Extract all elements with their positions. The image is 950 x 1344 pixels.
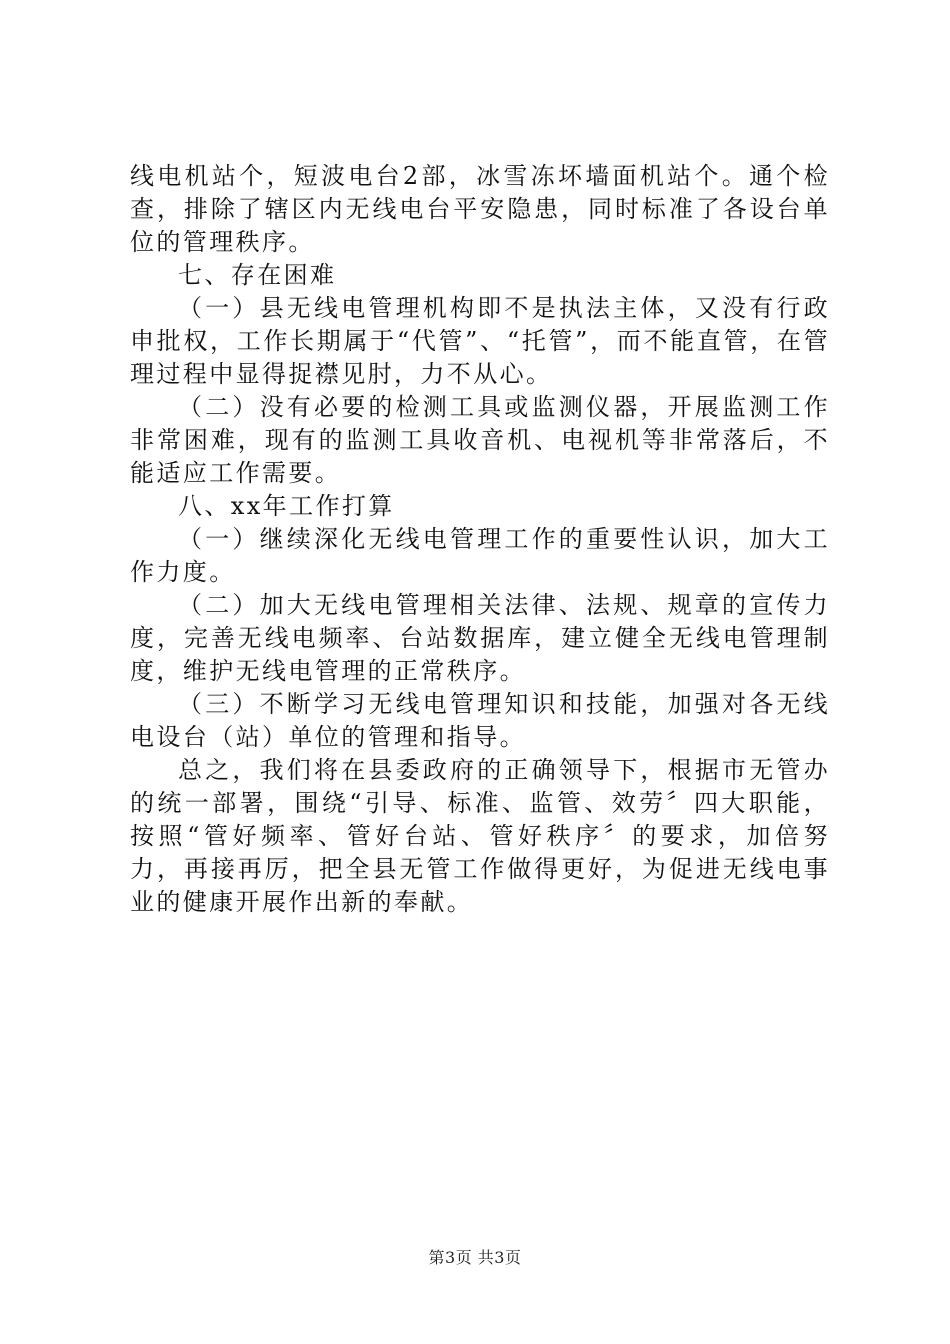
page-number-footer: 第3页 共3页 — [428, 1248, 522, 1267]
paragraph-difficulty-1: （一）县无线电管理机构即不是执法主体，又没有行政申批权，工作长期属于“代管”、“托管”，而不能直管，在管理过程中显得捉襟见肘，力不从心。 — [130, 294, 830, 388]
paragraph-plan-2: （二）加大无线电管理相关法律、法规、规章的宣传力度，完善无线电频率、台站数据库，建立健全无线电管理制度，维护无线电管理的正常秩序。 — [130, 591, 830, 685]
paragraph-difficulty-2: （二）没有必要的检测工具或监测仪器，开展监测工作非常困难，现有的监测工具收音机、电视机等非常落后，不能适应工作需要。 — [130, 393, 830, 487]
section-heading-difficulties: 七、存在困难 — [178, 261, 337, 289]
document-body — [130, 160, 830, 919]
paragraph-plan-3: （三）不断学习无线电管理知识和技能，加强对各无线电设台（站）单位的管理和指导。 — [130, 690, 830, 751]
paragraph-conclusion: 总之，我们将在县委政府的正确领导下，根据市无管办的统一部署，围绕“引导、标准、监管、效劳〞四大职能，按照“管好频率、管好台站、管好秩序〞的要求，加倍努力，再接再厉，把全县无管工作做得更好，为促进无线电事业的健康开展作出新的奉献。 — [130, 756, 830, 916]
paragraph-inspection-result: 线电机站个，短波电台2部，冰雪冻坏墙面机站个。通个检查，排除了辖区内无线电台平安隐患，同时标准了各设台单位的管理秩序。 — [130, 162, 830, 256]
section-heading-work-plan: 八、xx年工作打算 — [178, 492, 395, 520]
paragraph-plan-1: （一）继续深化无线电管理工作的重要性认识，加大工作力度。 — [130, 525, 830, 586]
